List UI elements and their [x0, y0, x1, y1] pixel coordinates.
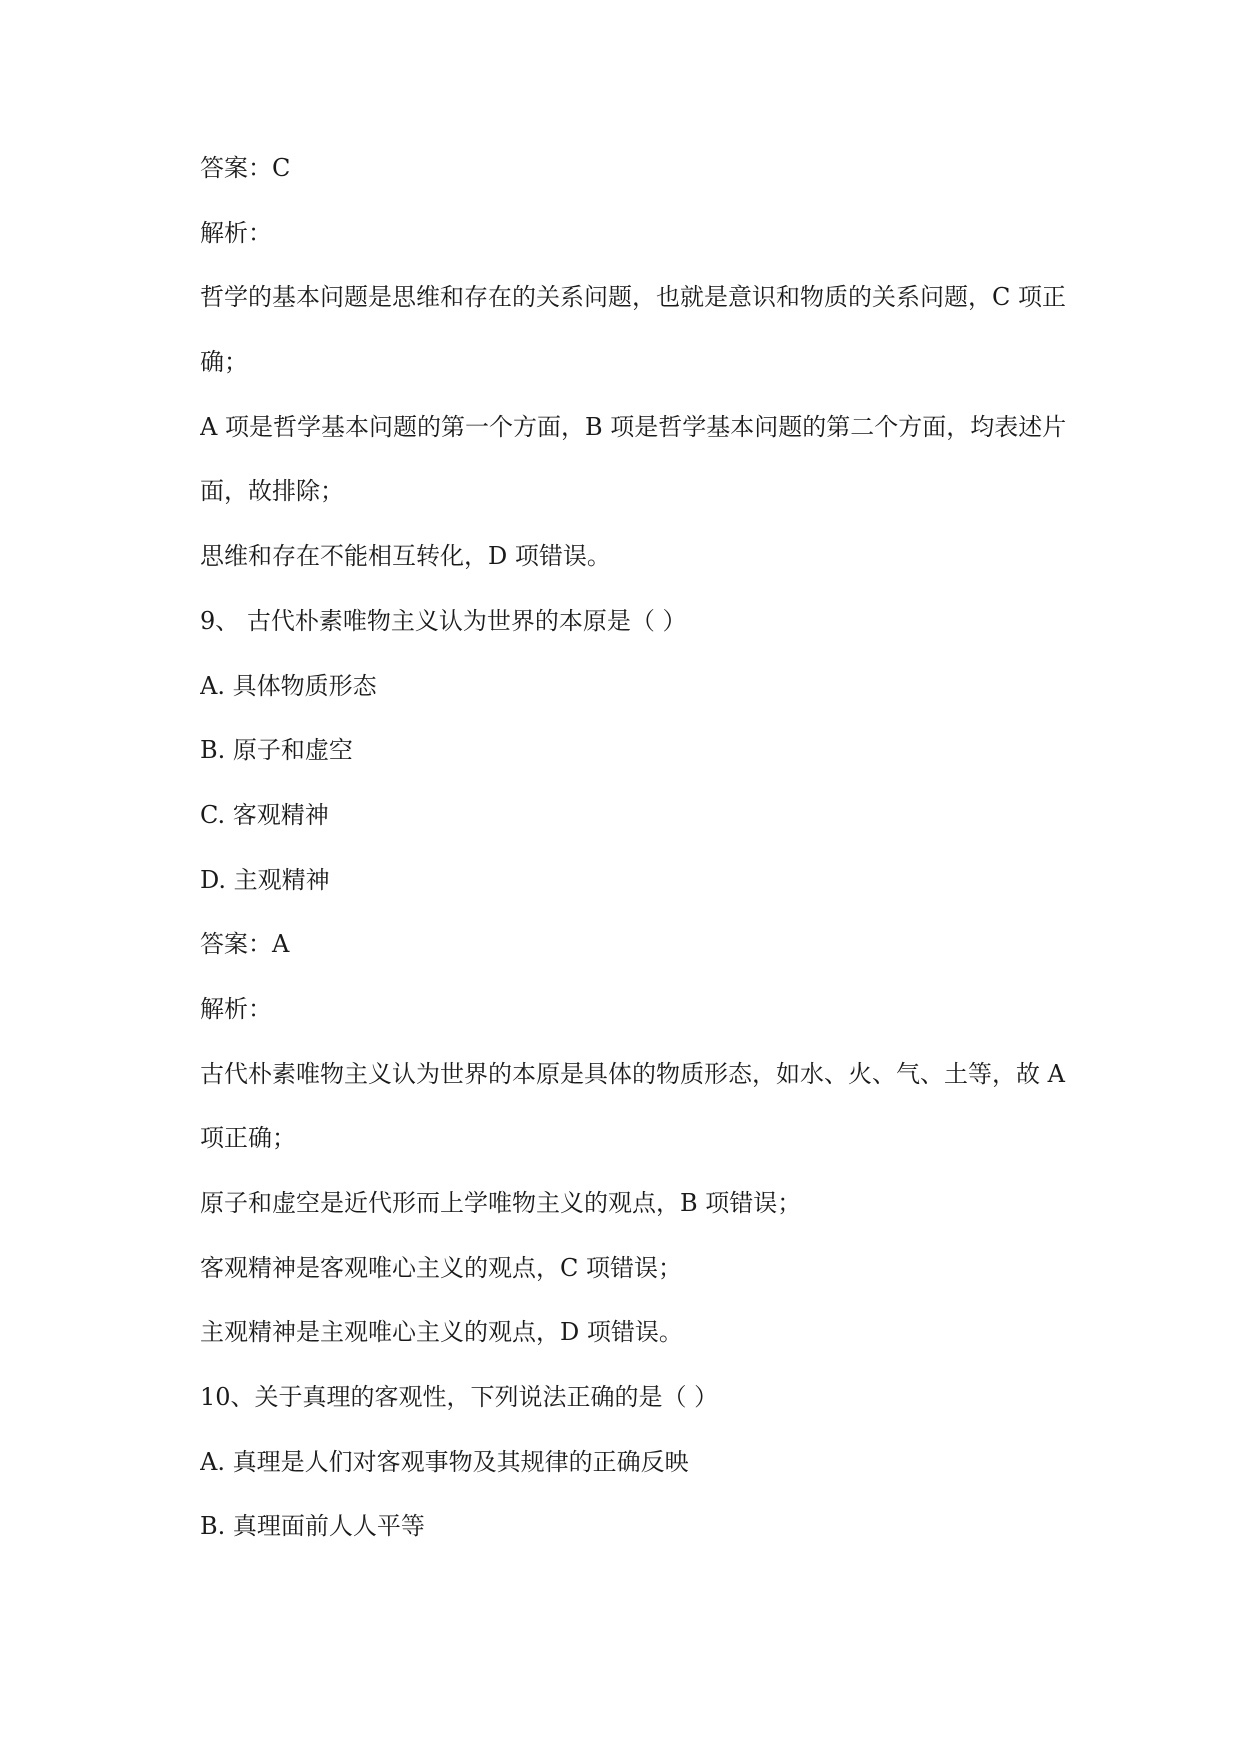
option-a-q9: A. 具体物质形态 [200, 671, 377, 700]
analysis-text: 哲学的基本问题是思维和存在的关系问题，也就是意识和物质的关系问题，C 项正 [200, 283, 1066, 312]
analysis-text: 面，故排除； [200, 477, 344, 506]
option-c-q9: C. 客观精神 [200, 800, 329, 829]
analysis-text: 古代朴素唯物主义认为世界的本原是具体的物质形态，如水、火、气、土等，故 A [200, 1059, 1065, 1088]
analysis-heading-q9: 解析： [200, 994, 272, 1023]
analysis-text: 思维和存在不能相互转化，D 项错误。 [200, 542, 611, 571]
analysis-text: A 项是哲学基本问题的第一个方面，B 项是哲学基本问题的第二个方面，均表述片 [200, 412, 1067, 441]
analysis-text: 主观精神是主观唯心主义的观点，D 项错误。 [200, 1318, 683, 1347]
question-10: 10、关于真理的客观性，下列说法正确的是（ ） [200, 1383, 719, 1412]
analysis-text: 确； [200, 348, 248, 377]
analysis-text: 原子和虚空是近代形而上学唯物主义的观点，B 项错误； [200, 1189, 802, 1217]
option-b-q10: B. 真理面前人人平等 [200, 1512, 425, 1541]
analysis-heading-q8: 解析： [200, 218, 272, 247]
answer-line-q8: 答案：C [200, 154, 291, 182]
analysis-text: 客观精神是客观唯心主义的观点，C 项错误； [200, 1253, 682, 1282]
option-a-q10: A. 真理是人们对客观事物及其规律的正确反映 [200, 1447, 689, 1476]
option-b-q9: B. 原子和虚空 [200, 736, 353, 765]
question-9: 9、 古代朴素唯物主义认为世界的本原是（ ） [200, 606, 687, 635]
option-d-q9: D. 主观精神 [200, 865, 330, 894]
answer-line-q9: 答案：A [200, 930, 290, 959]
analysis-text: 项正确； [200, 1124, 296, 1153]
document-body [200, 136, 1100, 1559]
